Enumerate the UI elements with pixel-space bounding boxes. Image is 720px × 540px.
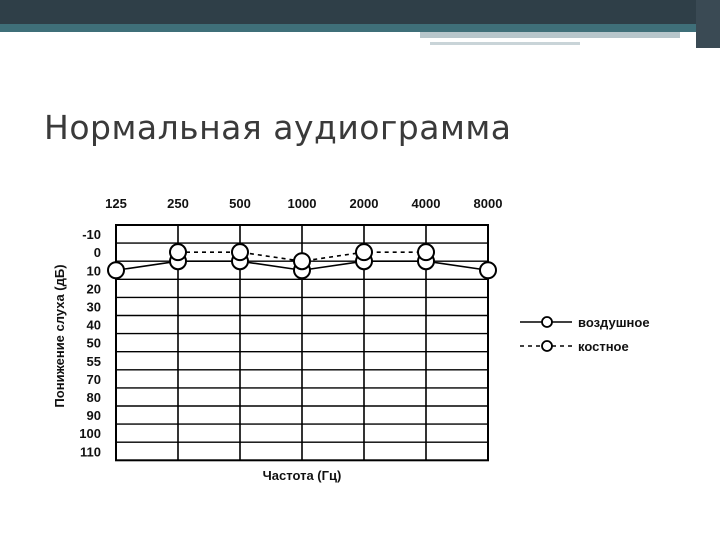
- data-point-bone: [356, 244, 372, 260]
- data-point-bone: [294, 253, 310, 269]
- data-point-bone: [170, 244, 186, 260]
- y-tick-label: 30: [86, 299, 101, 315]
- y-tick-label: 70: [86, 371, 101, 387]
- x-tick-labels: [105, 196, 502, 211]
- y-axis-title: Понижение слуха (дБ): [52, 264, 67, 408]
- x-tick-label: 8000: [473, 196, 503, 211]
- y-tick-label: 55: [86, 353, 101, 369]
- legend-label-bone: костное: [578, 339, 629, 354]
- data-point-air: [108, 262, 124, 278]
- legend: [520, 315, 650, 354]
- x-tick-label: 2000: [349, 196, 379, 211]
- x-tick-label: 1000: [287, 196, 317, 211]
- data-point-air: [480, 262, 496, 278]
- x-tick-label: 125: [105, 196, 127, 211]
- slide-title: Нормальная аудиограмма: [44, 108, 512, 147]
- y-tick-label: 80: [86, 389, 101, 405]
- y-tick-label: 40: [86, 317, 101, 333]
- y-tick-label: 50: [86, 335, 101, 351]
- x-tick-label: 250: [167, 196, 189, 211]
- legend-marker-air: [542, 317, 552, 327]
- y-tick-label: 10: [86, 263, 101, 279]
- x-tick-label: 4000: [411, 196, 441, 211]
- legend-label-air: воздушное: [578, 315, 650, 330]
- x-tick-label: 500: [229, 196, 251, 211]
- y-tick-label: -10: [82, 227, 101, 243]
- legend-marker-bone: [542, 341, 552, 351]
- y-tick-label: 110: [80, 444, 101, 460]
- y-tick-label: 20: [86, 281, 101, 297]
- y-tick-label: 90: [86, 408, 101, 424]
- data-point-bone: [232, 244, 248, 260]
- y-tick-label: 0: [93, 245, 101, 261]
- data-point-bone: [418, 244, 434, 260]
- y-tick-label: 100: [79, 426, 101, 442]
- x-axis-title: Частота (Гц): [262, 468, 342, 483]
- y-tick-labels: [79, 227, 101, 459]
